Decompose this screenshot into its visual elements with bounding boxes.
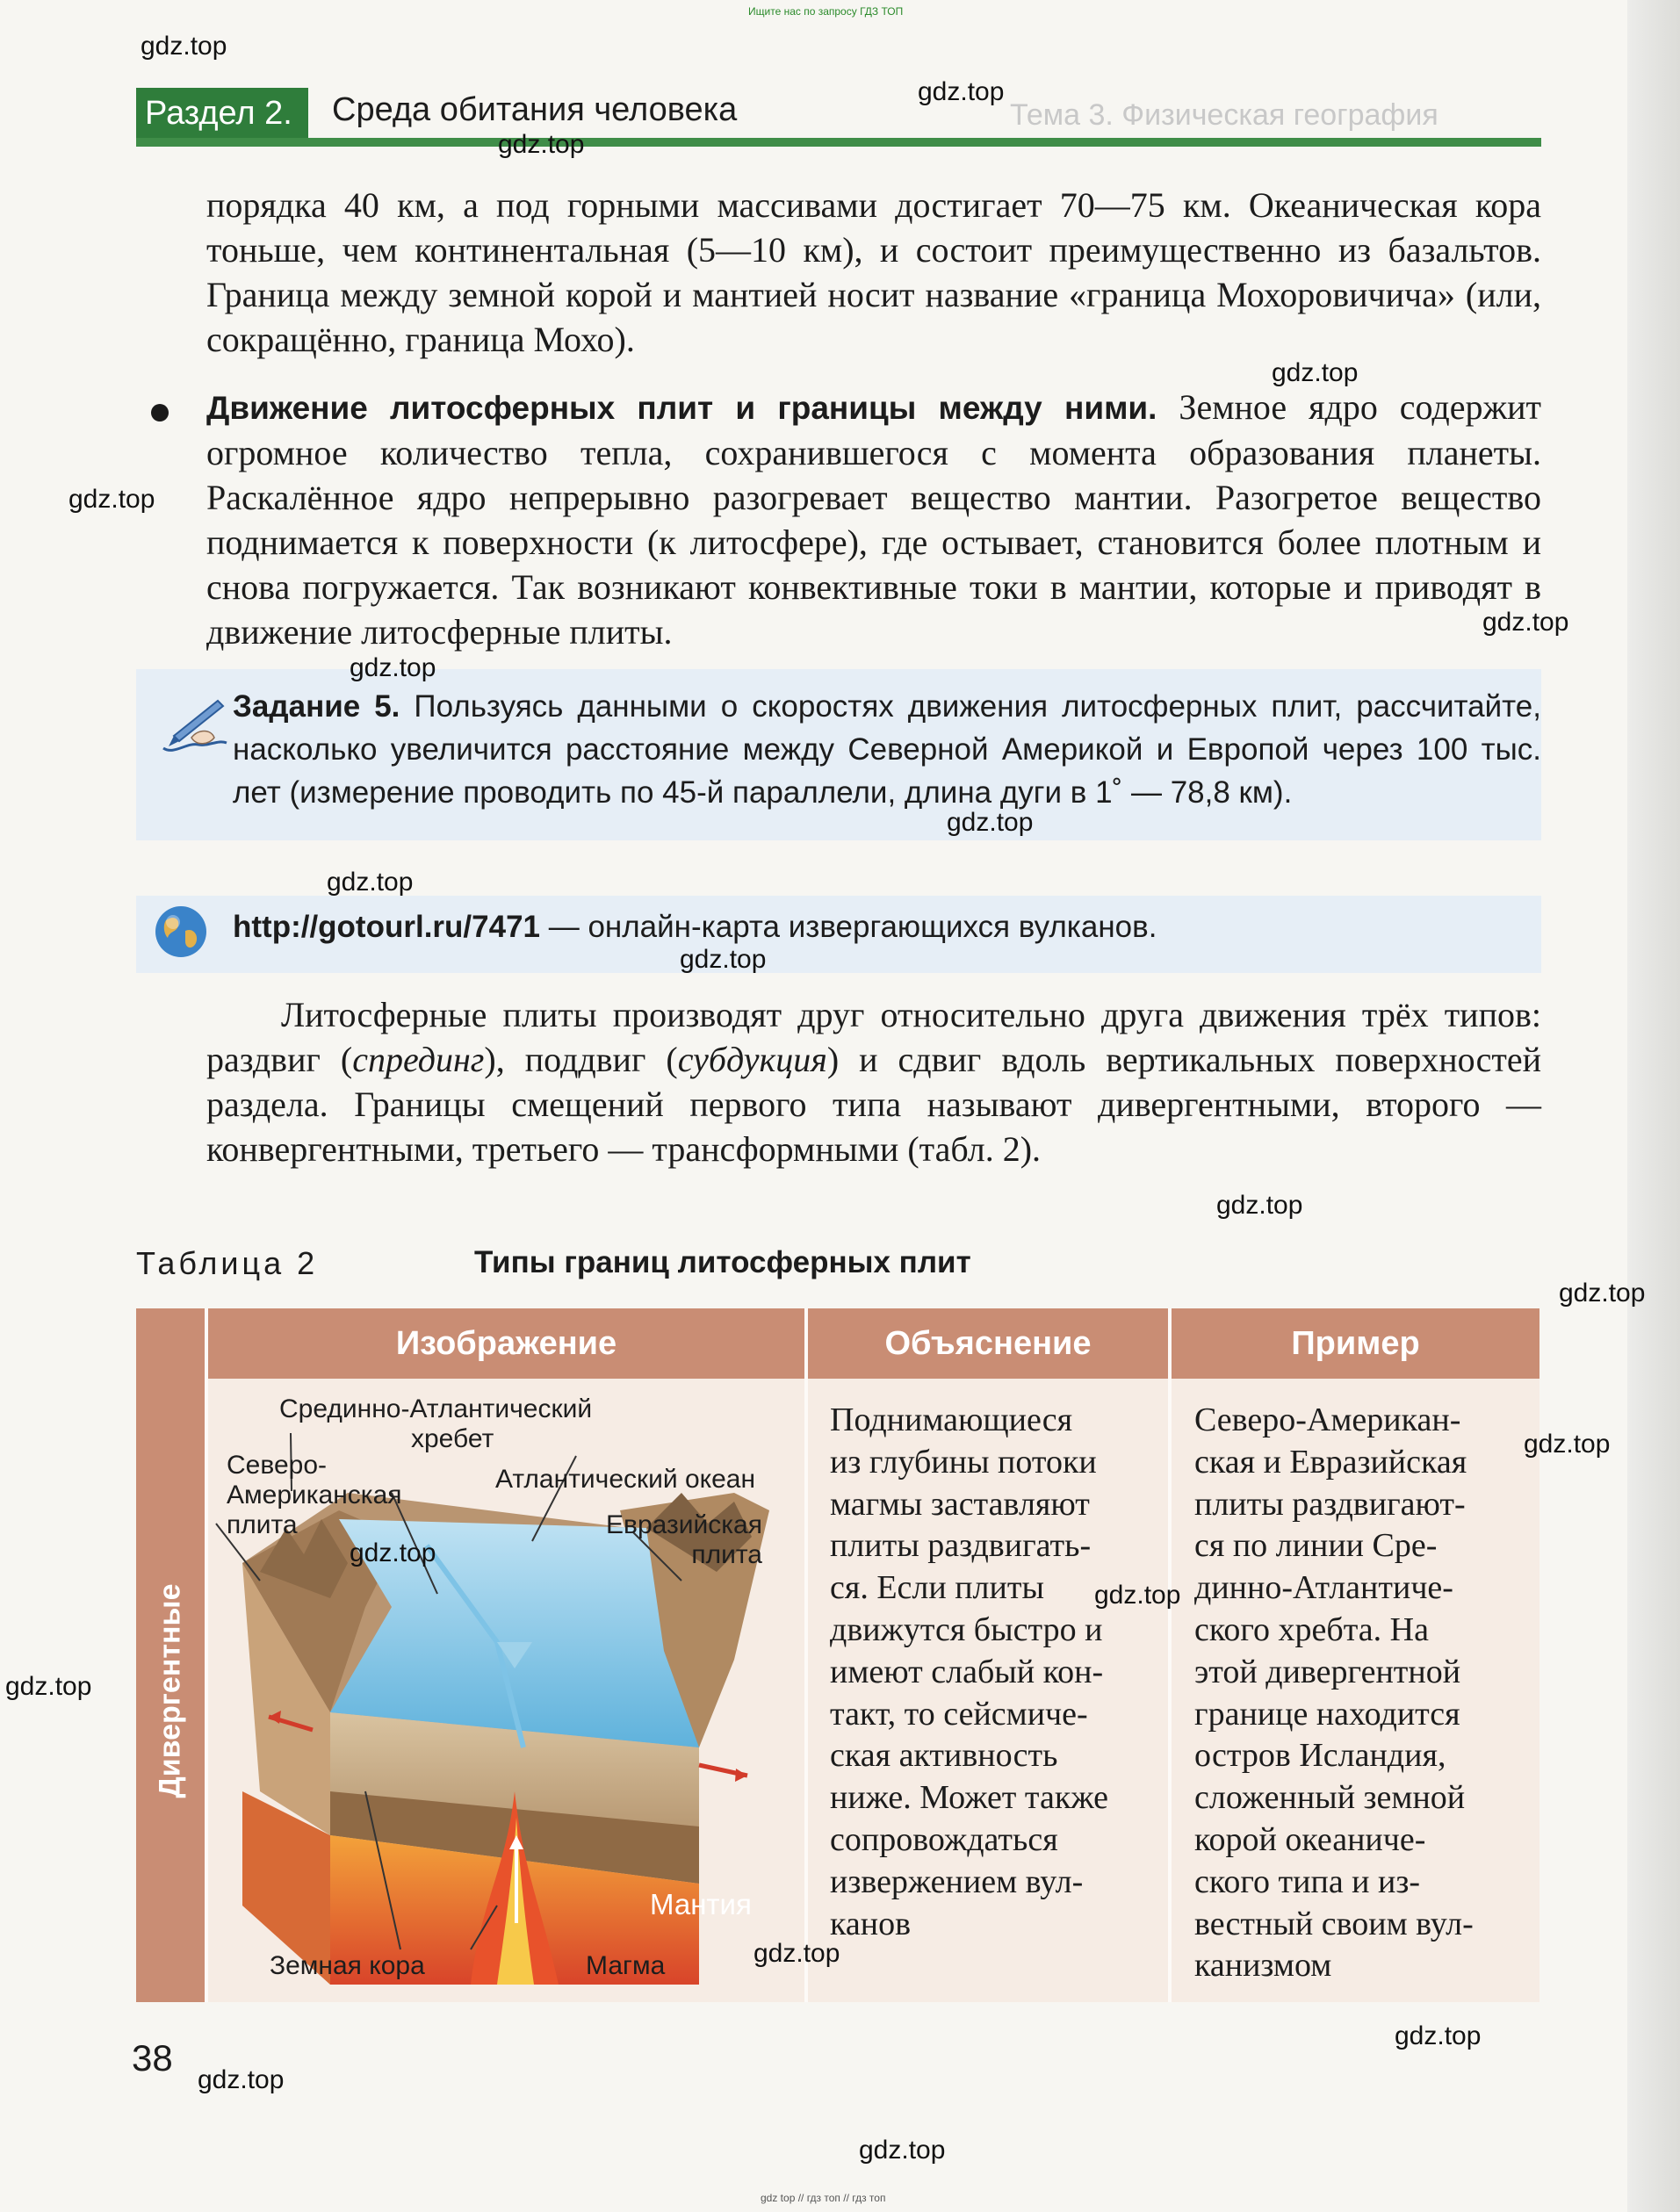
label-magma: Магма <box>586 1951 666 1980</box>
watermark: gdz.top <box>1272 358 1359 387</box>
table-header-example: Пример <box>1172 1308 1539 1379</box>
header-rule <box>136 138 1541 147</box>
row-label-divergent: Дивергентные <box>136 1379 205 2002</box>
watermark: gdz.top <box>1395 2021 1482 2050</box>
table-header-explanation: Объяснение <box>808 1308 1168 1379</box>
watermark: gdz.top <box>198 2065 285 2094</box>
bullet-icon <box>151 404 169 422</box>
watermark: gdz.top <box>753 1939 840 1968</box>
bottom-notice: gdz top // гдз топ // гдз топ <box>761 2192 886 2204</box>
watermark: gdz.top <box>68 485 155 514</box>
table-caption-title: Типы границ литосферных плит <box>474 1245 971 1279</box>
paragraph-crust: порядка 40 км, а под горными массивами достигает 70—75 км. Океаническая кора тоньше, чем континентальная (5—10 км), и состоит преимущественно из базальтов. Граница между земной корой и мантией носит название «граница Мохоровичича» (или, сокращённо, граница Мохо). <box>206 185 1541 359</box>
watermark: gdz.top <box>680 945 767 974</box>
watermark: gdz.top <box>1482 608 1569 637</box>
label-mantle: Мантия <box>650 1888 752 1920</box>
task-label: Задание 5. <box>233 689 400 724</box>
watermark: gdz.top <box>350 653 436 682</box>
paragraph-plate-motion: Движение литосферных плит и границы между ними. Земное ядро содержит огромное количество тепла, сохранившегося с момента образования планеты. Раскалённое ядро непрерывно разогревает вещество мантии. Разогретое вещество поднимается к поверхности (к литосфере), где остывает, становится более плотным и снова погружается. Так возникают конвективные токи в мантии, которые и приводят в движение литосферные плиты. <box>206 387 1541 652</box>
watermark: gdz.top <box>918 77 1005 106</box>
online-map-link[interactable]: http://gotourl.ru/7471 — онлайн-карта извергающихся вулканов. <box>233 910 1157 944</box>
cell-example: Северо-Американ- ская и Евразийская плиты раздвигают- ся по линии Сре- динно-Атлантиче- ского хребта. На этой дивергентной границе находится остров Исландия, сложенный земной корой океаниче- ского типа и из- вестный своим вул- канизмом <box>1194 1401 1474 1985</box>
watermark: gdz.top <box>1524 1430 1611 1459</box>
watermark: gdz.top <box>1094 1581 1181 1610</box>
globe-icon <box>154 904 208 959</box>
watermark: gdz.top <box>1216 1191 1303 1220</box>
table-header-image: Изображение <box>208 1308 804 1379</box>
section-badge: Раздел 2. <box>136 88 308 139</box>
bleed-through-title: Тема 3. Физическая география <box>1010 98 1438 132</box>
paragraph-boundary-types: Литосферные плиты производят друг относительно друга движения трёх типов: раздвиг (спрединг), поддвиг (субдукция) и сдвиг вдоль вертикальных поверхностей раздела. Границы смещений первого типа называют дивергентными, второго — конвергентными, третьего — трансформными (табл. 2). <box>206 995 1542 1169</box>
watermark: gdz.top <box>5 1672 92 1701</box>
watermark: gdz.top <box>1559 1279 1646 1308</box>
column-divider <box>804 1308 808 2002</box>
label-north-american-plate: Северо- Американская плита <box>227 1451 402 1539</box>
top-notice: Ищите нас по запросу ГДЗ ТОП <box>748 5 904 18</box>
column-divider <box>1168 1308 1172 2002</box>
label-eurasian-plate: Евразийская плита <box>606 1510 762 1569</box>
page-number: 38 <box>132 2037 173 2079</box>
page-edge-shadow <box>1627 0 1680 2212</box>
table-header-corner <box>136 1308 205 1379</box>
watermark: gdz.top <box>141 32 227 61</box>
section-title: Среда обитания человека <box>332 91 738 128</box>
watermark: gdz.top <box>350 1538 436 1567</box>
watermark: gdz.top <box>859 2136 946 2165</box>
task-text: Задание 5. Пользуясь данными о скоростях движения литосферных плит, рассчитайте, насколько увеличится расстояние между Северной Америкой и Европой через 100 тыс. лет (измерение проводить по 45-й параллели, длина дуги в 1˚ — 78,8 км). <box>233 689 1541 810</box>
table-caption-label: Таблица 2 <box>136 1245 319 1281</box>
label-ridge: Срединно-Атлантический <box>279 1394 593 1423</box>
watermark: gdz.top <box>327 868 414 897</box>
paragraph-heading: Движение литосферных плит и границы между ними. <box>206 390 1157 426</box>
pen-hand-icon <box>156 694 231 764</box>
watermark: gdz.top <box>498 130 585 159</box>
label-atlantic-ocean: Атлантический океан <box>495 1465 756 1494</box>
label-earth-crust: Земная кора <box>270 1951 425 1980</box>
watermark: gdz.top <box>947 808 1034 837</box>
label-ridge-2: хребет <box>411 1424 494 1453</box>
cell-explanation: Поднимающиеся из глубины потоки магмы заставляют плиты раздвигать- ся. Если плиты движутся быстро и имеют слабый кон- такт, то сейсмиче- ская активность ниже. Может также сопровождаться извержением вул- канов <box>830 1401 1108 1942</box>
